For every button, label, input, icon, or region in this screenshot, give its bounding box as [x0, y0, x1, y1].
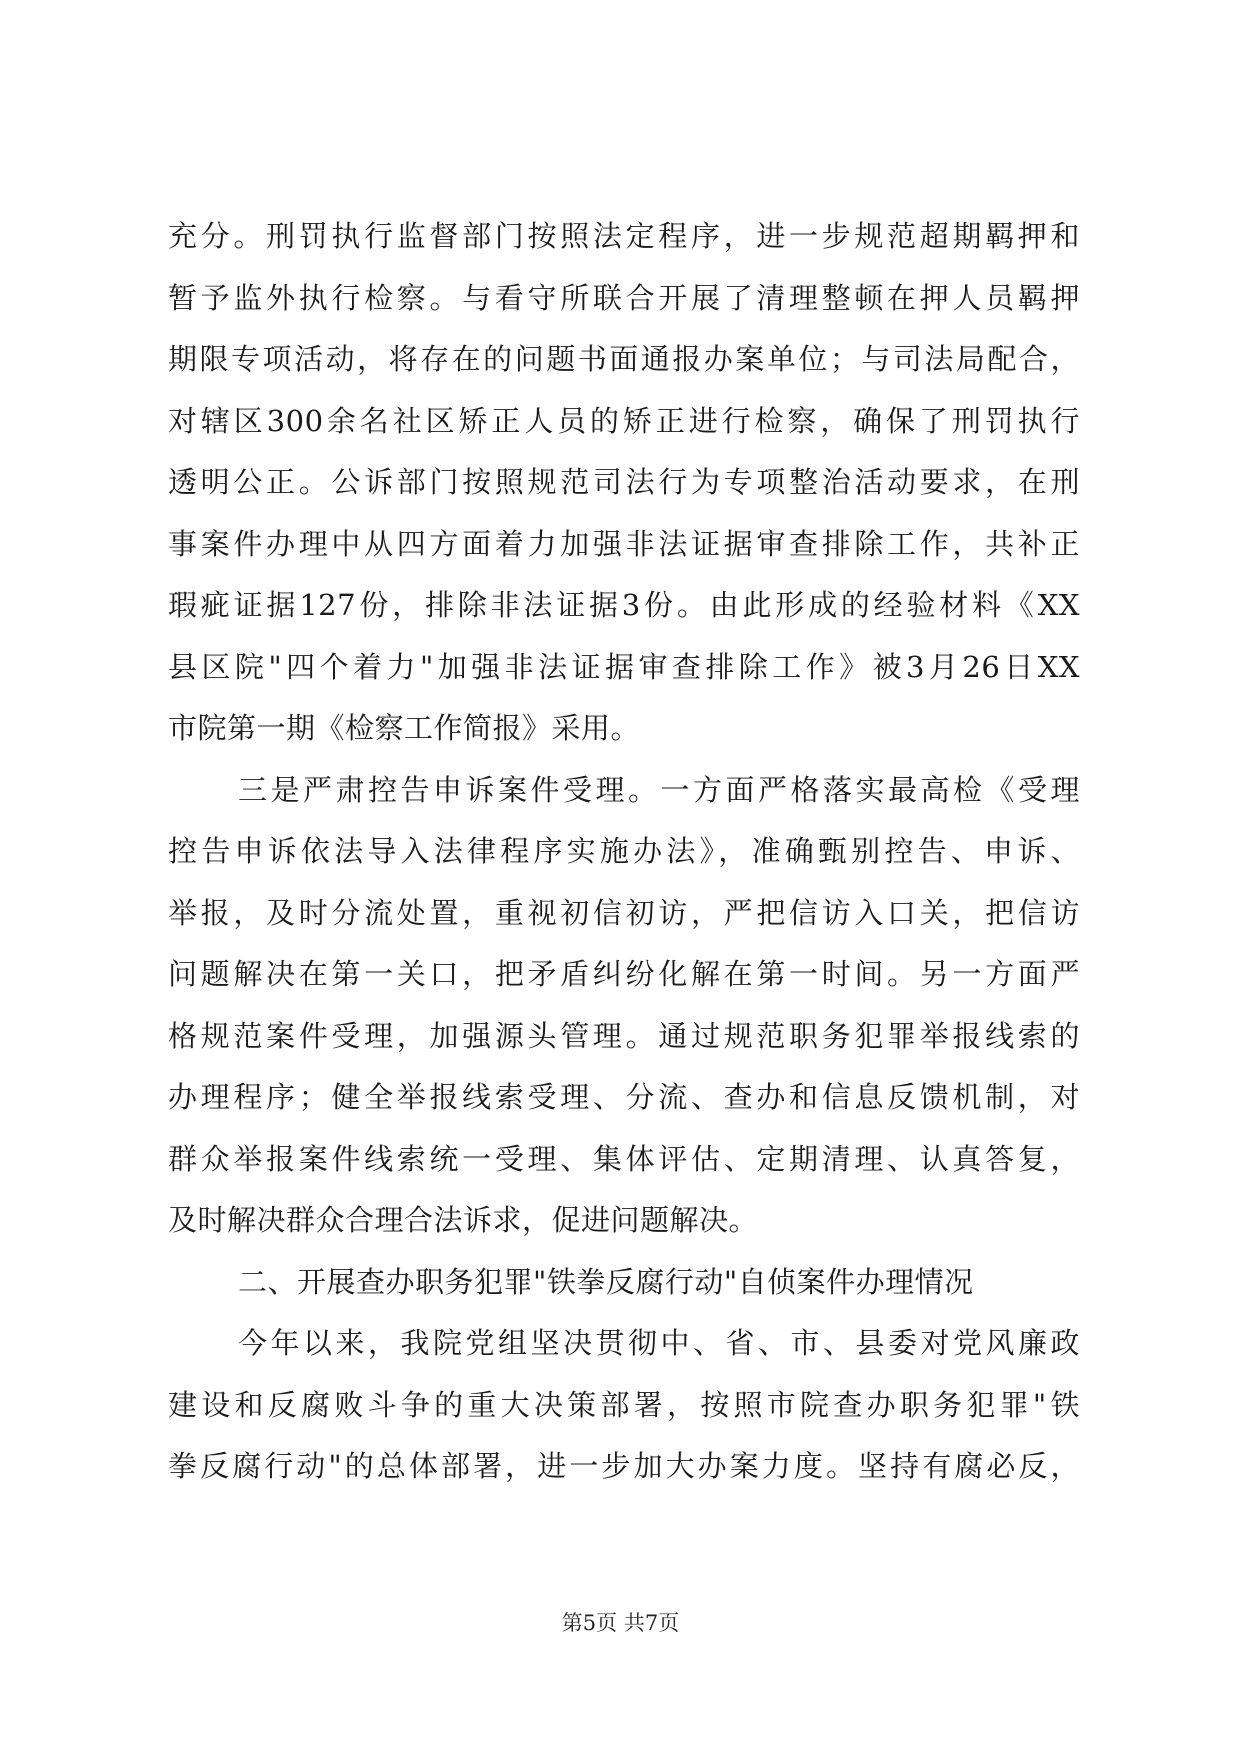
text-line: 市院第一期《检察工作简报》采用。 [168, 711, 641, 745]
text-line: 对辖区300余名社区矫正人员的矫正进行检察，确保了刑罚执行 [168, 403, 1080, 438]
section-heading: 二、开展查办职务犯罪"铁拳反腐行动"自侦案件办理情况 [238, 1264, 974, 1299]
text-line: 透明公正。公诉部门按照规范司法行为专项整治活动要求，在刑 [168, 465, 1080, 499]
text-line: 问题解决在第一关口，把矛盾纠纷化解在第一时间。另一方面严 [168, 957, 1080, 991]
text-line: 拳反腐行动"的总体部署，进一步加大办案力度。坚持有腐必反， [168, 1449, 1080, 1483]
text-line: 今年以来，我院党组坚决贯彻中、省、市、县委对党风廉政 [238, 1326, 1080, 1360]
text-line: 格规范案件受理，加强源头管理。通过规范职务犯罪举报线索的 [168, 1018, 1080, 1053]
text-line: 三是严肃控告申诉案件受理。一方面严格落实最高检《受理 [238, 772, 1080, 807]
text-line: 及时解决群众合理合法诉求，促进问题解决。 [168, 1203, 759, 1237]
text-line: 瑕疵证据127份，排除非法证据3份。由此形成的经验材料《XX [168, 588, 1080, 622]
text-line: 建设和反腐败斗争的重大决策部署，按照市院查办职务犯罪"铁 [168, 1387, 1080, 1422]
body-text [168, 206, 1080, 1498]
text-line: 群众举报案件线索统一受理、集体评估、定期清理、认真答复， [168, 1141, 1080, 1176]
page-number: 第5页 共7页 [561, 1611, 680, 1635]
text-line: 期限专项活动，将存在的问题书面通报办案单位；与司法局配合， [168, 342, 1080, 376]
text-line: 办理程序；健全举报线索受理、分流、查办和信息反馈机制，对 [168, 1080, 1080, 1114]
text-line: 事案件办理中从四方面着力加强非法证据审查排除工作，共补正 [168, 526, 1080, 561]
text-line: 暂予监外执行检察。与看守所联合开展了清理整顿在押人员羁押 [168, 280, 1080, 315]
text-line: 举报，及时分流处置，重视初信初访，严把信访入口关，把信访 [168, 895, 1080, 930]
text-line: 县区院"四个着力"加强非法证据审查排除工作》被3月26日XX [168, 649, 1080, 684]
text-line: 控告申诉依法导入法律程序实施办法》，准确甄别控告、申诉、 [168, 834, 1080, 868]
text-line: 充分。刑罚执行监督部门按照法定程序，进一步规范超期羁押和 [168, 219, 1080, 253]
